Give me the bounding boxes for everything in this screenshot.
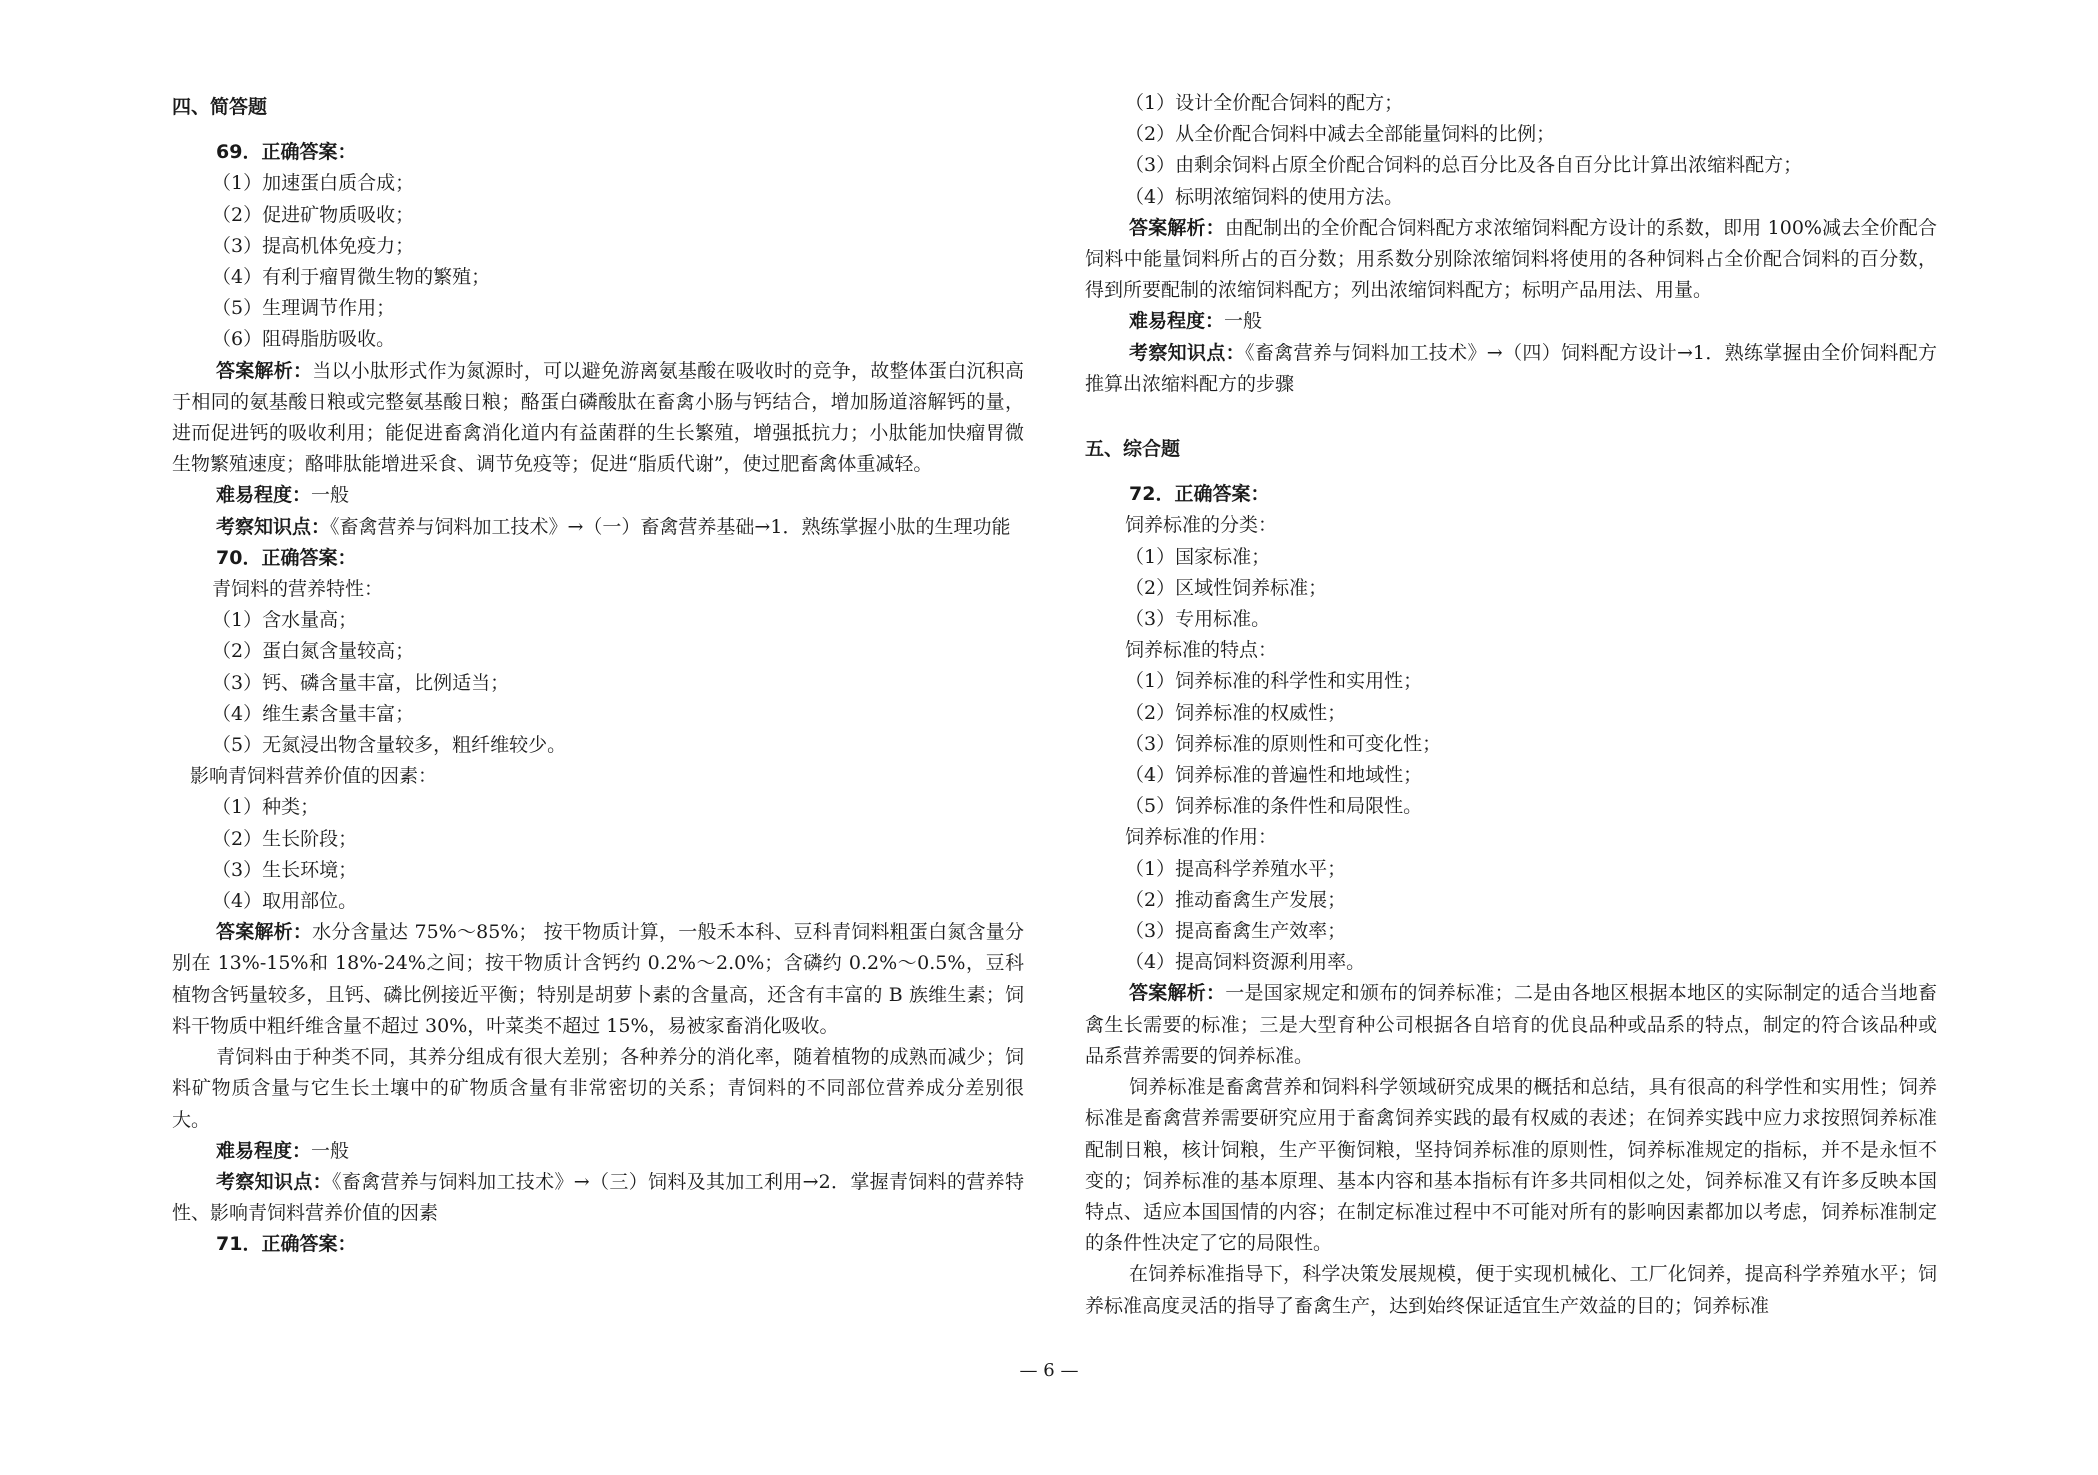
answer-item: （5）无氮浸出物含量较多，粗纤维较少。	[212, 734, 567, 757]
answer-analysis-continued: 在饲养标准指导下，科学决策发展规模，便于实现机械化、工厂化饲养，提高科学养殖水平；饲养标准高度灵活的指导了畜禽生产，达到始终保证适宜生产效益的目的；饲养标准	[1085, 1263, 1937, 1317]
answer-item: （2）推动畜禽生产发展；	[1125, 888, 1347, 911]
section-title-short-answer: 四、简答题	[172, 96, 268, 118]
answer-item: （4）有利于瘤胃微生物的繁殖；	[212, 266, 491, 289]
right-column	[1085, 88, 1937, 1322]
question-70-heading: 70．正确答案：	[216, 546, 357, 569]
answer-item: （2）饲养标准的权威性；	[1125, 701, 1347, 724]
answer-item: （4）提高饲料资源利用率。	[1125, 951, 1366, 974]
page-number: — 6 —	[1019, 1360, 1079, 1381]
answer-item: （1）加速蛋白质合成；	[212, 172, 415, 195]
answer-item: （3）生长环境；	[212, 858, 358, 881]
knowledge-point: 考察知识点：《畜禽营养与饲料加工技术》→（一）畜禽营养基础→1．熟练掌握小肽的生理功能	[216, 515, 1011, 538]
answer-item: （2）区域性饲养标准；	[1125, 576, 1328, 599]
answer-item: （1）设计全价配合饲料的配方；	[1125, 92, 1404, 114]
answer-item: （3）提高机体免疫力；	[212, 234, 415, 257]
difficulty-level: 难易程度：一般	[216, 484, 350, 507]
answer-item: （2）从全价配合饲料中减去全部能量饲料的比例；	[1125, 123, 1556, 146]
answer-item: （2）蛋白氮含量较高；	[212, 640, 415, 663]
answer-item: （4）取用部位。	[212, 890, 358, 913]
answer-item: （4）维生素含量丰富；	[212, 702, 415, 725]
question-69-heading: 69．正确答案：	[216, 141, 357, 164]
answer-item: （3）饲养标准的原则性和可变化性；	[1125, 732, 1442, 755]
answer-item: （1）种类；	[212, 796, 320, 819]
answer-item: （4）饲养标准的普遍性和地域性；	[1125, 764, 1423, 787]
question-71-heading: 71．正确答案：	[216, 1233, 357, 1256]
answer-analysis: 答案解析：由配制出的全价配合饲料配方求浓缩饲料配方设计的系数，即用 100%减去全价配合饲料中能量饲料所占的百分数；用系数分别除浓缩饲料将使用的各种饲料占全价配合饲料的百分数，得到所要配制的浓缩饲料配方；列出浓缩饲料配方；标明产品用法、用量。	[1085, 216, 1937, 302]
answer-analysis: 答案解析：一是国家规定和颁布的饲养标准；二是由各地区根据本地区的实际制定的适合当地畜禽生长需要的标准；三是大型育种公司根据各自培育的优良品种或品系的特点，制定的符合该品种或品系营养需要的饲养标准。	[1085, 982, 1937, 1067]
answer-item: （5）饲养标准的条件性和局限性。	[1125, 795, 1423, 818]
answer-item: （2）促进矿物质吸收；	[212, 203, 415, 226]
answer-item: （3）钙、磷含量丰富，比例适当；	[212, 671, 510, 694]
answer-subtitle: 影响青饲料营养价值的因素：	[190, 765, 438, 788]
section-title-comprehensive: 五、综合题	[1085, 438, 1181, 461]
answer-subtitle: 饲养标准的分类：	[1125, 514, 1278, 537]
answer-subtitle: 饲养标准的作用：	[1125, 826, 1278, 849]
answer-item: （1）饲养标准的科学性和实用性；	[1125, 670, 1423, 693]
difficulty-level: 难易程度：一般	[216, 1139, 350, 1162]
answer-item: （6）阻碍脂肪吸收。	[212, 328, 396, 351]
answer-item: （3）由剩余饲料占原全价配合饲料的总百分比及各自百分比计算出浓缩料配方；	[1125, 154, 1803, 177]
left-column	[172, 88, 1024, 1261]
answer-item: （1）含水量高；	[212, 609, 358, 632]
answer-analysis-continued: 饲养标准是畜禽营养和饲料科学领域研究成果的概括和总结，具有很高的科学性和实用性；饲养标准是畜禽营养需要研究应用于畜禽饲养实践的最有权威的表述；在饲养实践中应力求按照饲养标准配制日粮，核计饲粮，生产平衡饲粮，坚持饲养标准的原则性，饲养标准规定的指标，并不是永恒不变的；饲养标准的基本原理、基本内容和基本指标有许多共同相似之处，饲养标准又有许多反映本国特点、适应本国国情的内容；在制定标准过程中不可能对所有的影响因素都加以考虑，饲养标准制定的条件性决定了它的局限性。	[1085, 1076, 1937, 1255]
answer-analysis: 答案解析：水分含量达 75%～85%； 按干物质计算，一般禾本科、豆科青饲料粗蛋白氮含量分别在 13%-15%和 18%-24%之间；按干物质计含钙约 0.2%～2.0%；含磷约 0.2%～0.5%，豆科植物含钙量较多，且钙、磷比例接近平衡；特别是胡萝卜素的含量高，还含有丰富的 B 族维生素；饲料干物质中粗纤维含量不超过 30%，叶菜类不超过 15%，易被家畜消化吸收。	[172, 921, 1024, 1037]
answer-item: （3）提高畜禽生产效率；	[1125, 920, 1347, 943]
answer-item: （5）生理调节作用；	[212, 297, 396, 320]
knowledge-point: 考察知识点：《畜禽营养与饲料加工技术》→（三）饲料及其加工利用→2．掌握青饲料的营养特性、影响青饲料营养价值的因素	[172, 1170, 1024, 1225]
answer-item: （1）提高科学养殖水平；	[1125, 857, 1347, 880]
answer-subtitle: 饲养标准的特点：	[1125, 639, 1278, 662]
answer-item: （2）生长阶段；	[212, 827, 358, 850]
answer-item: （4）标明浓缩饲料的使用方法。	[1125, 185, 1404, 208]
answer-subtitle: 青饲料的营养特性：	[212, 578, 384, 601]
answer-analysis: 答案解析：当以小肽形式作为氮源时，可以避免游离氨基酸在吸收时的竞争，故整体蛋白沉积高于相同的氨基酸日粮或完整氨基酸日粮；酪蛋白磷酸肽在畜禽小肠与钙结合，增加肠道溶解钙的量，进而促进钙的吸收利用；能促进畜禽消化道内有益菌群的生长繁殖，增强抵抗力；小肽能加快瘤胃微生物繁殖速度；酪啡肽能增进采食、调节免疫等；促进“脂质代谢”，使过肥畜禽体重减轻。	[172, 359, 1024, 476]
answer-item: （1）国家标准；	[1125, 545, 1271, 568]
answer-analysis-continued: 青饲料由于种类不同，其养分组成有很大差别；各种养分的消化率，随着植物的成熟而减少；饲料矿物质含量与它生长土壤中的矿物质含量有非常密切的关系；青饲料的不同部位营养成分差别很大。	[172, 1046, 1024, 1131]
answer-item: （3）专用标准。	[1125, 608, 1271, 631]
difficulty-level: 难易程度：一般	[1129, 310, 1263, 333]
knowledge-point: 考察知识点：《畜禽营养与饲料加工技术》→（四）饲料配方设计→1．熟练掌握由全价饲料配方推算出浓缩料配方的步骤	[1085, 341, 1937, 395]
question-72-heading: 72．正确答案：	[1129, 483, 1270, 506]
